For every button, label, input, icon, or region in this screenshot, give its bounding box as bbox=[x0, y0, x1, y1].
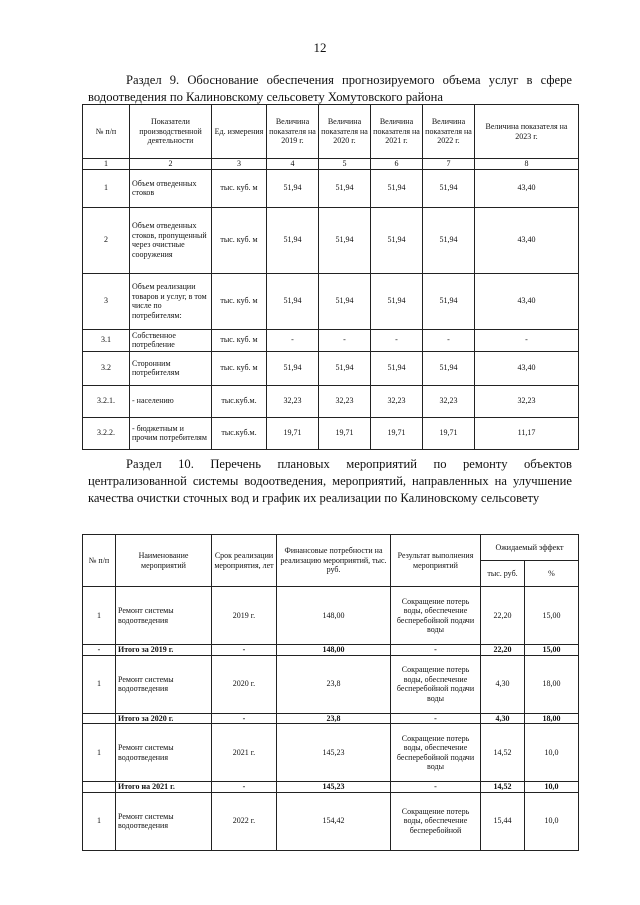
s9-column-number: 4 bbox=[267, 159, 319, 170]
s10-row-finance: 23,8 bbox=[277, 655, 391, 713]
s9-row-unit: тыс. куб. м bbox=[212, 207, 267, 273]
s10-row-effect-pct: 18,00 bbox=[525, 655, 579, 713]
table-row bbox=[83, 273, 579, 329]
s10-row-result: - bbox=[391, 713, 481, 724]
s9-column-number: 3 bbox=[212, 159, 267, 170]
section9-heading: Раздел 9. Обоснование обеспечения прогнозируемого объема услуг в сфере водоотведения по Калиновскому сельсовету Хомутовского района bbox=[88, 73, 572, 104]
s9-row-name: Объем отведенных стоков, пропущенный через очистные сооружения bbox=[130, 207, 212, 273]
table-row bbox=[83, 792, 579, 850]
s9-row-value: 51,94 bbox=[371, 169, 423, 207]
s10-header-n: № п/п bbox=[83, 535, 116, 587]
s9-header-cell: Величина показателя на 2021 г. bbox=[371, 105, 423, 159]
s10-row-name: Итого за 2019 г. bbox=[116, 645, 212, 656]
table-total-row bbox=[83, 782, 579, 793]
s10-row-effect-rub: 14,52 bbox=[481, 724, 525, 782]
s9-row-value: 43,40 bbox=[475, 207, 579, 273]
s9-header-cell: Величина показателя на 2023 г. bbox=[475, 105, 579, 159]
s10-row-finance: 148,00 bbox=[277, 587, 391, 645]
s9-column-number: 1 bbox=[83, 159, 130, 170]
s10-row-term: - bbox=[212, 782, 277, 793]
s9-row-number: 3 bbox=[83, 273, 130, 329]
s9-row-name: Собственное потребление bbox=[130, 329, 212, 351]
s9-row-value: 51,94 bbox=[267, 351, 319, 385]
s10-row-effect-pct: 15,00 bbox=[525, 587, 579, 645]
s9-row-value: 11,17 bbox=[475, 417, 579, 449]
s9-row-name: - населению bbox=[130, 385, 212, 417]
s9-column-number: 6 bbox=[371, 159, 423, 170]
s9-header-cell: Величина показателя на 2019 г. bbox=[267, 105, 319, 159]
s9-row-value: 43,40 bbox=[475, 169, 579, 207]
s10-row-result: Сокращение потерь воды, обеспечение бесперебойной подачи воды bbox=[391, 655, 481, 713]
section10-heading: Раздел 10. Перечень плановых мероприятий по ремонту объектов централизованной системы водоотведения, мероприятий, направленных на улучшение качества очистки сточных вод и график их реализации по Калиновскому сельсовету bbox=[88, 457, 572, 505]
s9-row-number: 3.2.2. bbox=[83, 417, 130, 449]
s9-row-value: 51,94 bbox=[319, 351, 371, 385]
s10-row-finance: 148,00 bbox=[277, 645, 391, 656]
s9-row-value: 19,71 bbox=[267, 417, 319, 449]
section9-table bbox=[82, 104, 579, 450]
s9-row-name: Сторонним потребителям bbox=[130, 351, 212, 385]
s9-row-number: 1 bbox=[83, 169, 130, 207]
s9-header-cell: Показатели производственной деятельности bbox=[130, 105, 212, 159]
s9-column-number: 8 bbox=[475, 159, 579, 170]
s10-row-term: 2021 г. bbox=[212, 724, 277, 782]
s10-row-effect-pct: 10,0 bbox=[525, 724, 579, 782]
s10-row-effect-rub: 4,30 bbox=[481, 713, 525, 724]
s9-row-number: 3.2 bbox=[83, 351, 130, 385]
s10-row-finance: 23,8 bbox=[277, 713, 391, 724]
s9-column-number: 7 bbox=[423, 159, 475, 170]
s10-row-result: Сокращение потерь воды, обеспечение бесперебойной bbox=[391, 792, 481, 850]
s10-row-term: 2022 г. bbox=[212, 792, 277, 850]
s9-row-value: 43,40 bbox=[475, 273, 579, 329]
s9-header-cell: Величина показателя на 2022 г. bbox=[423, 105, 475, 159]
table-row bbox=[83, 417, 579, 449]
s10-row-name: Ремонт системы водоотведения bbox=[116, 792, 212, 850]
table-row bbox=[83, 587, 579, 645]
s9-row-value: 51,94 bbox=[423, 351, 475, 385]
s10-row-number: 1 bbox=[83, 792, 116, 850]
s10-row-number: 1 bbox=[83, 655, 116, 713]
s10-row-finance: 154,42 bbox=[277, 792, 391, 850]
s9-row-unit: тыс. куб. м bbox=[212, 329, 267, 351]
s9-row-unit: тыс. куб. м bbox=[212, 169, 267, 207]
s9-row-value: 51,94 bbox=[267, 273, 319, 329]
s9-header-cell: № п/п bbox=[83, 105, 130, 159]
page-number: 12 bbox=[313, 40, 327, 55]
s10-row-finance: 145,23 bbox=[277, 782, 391, 793]
s10-row-effect-pct: 18,00 bbox=[525, 713, 579, 724]
s9-row-value: 32,23 bbox=[319, 385, 371, 417]
s10-header-result: Результат выполнения мероприятий bbox=[391, 535, 481, 587]
s10-row-term: - bbox=[212, 645, 277, 656]
s10-row-name: Итого на 2021 г. bbox=[116, 782, 212, 793]
s10-header-name: Наименование мероприятий bbox=[116, 535, 212, 587]
s9-row-value: 51,94 bbox=[267, 169, 319, 207]
table-row bbox=[83, 169, 579, 207]
s9-row-value: 51,94 bbox=[319, 169, 371, 207]
s10-row-effect-pct: 15,00 bbox=[525, 645, 579, 656]
s9-row-value: 51,94 bbox=[423, 169, 475, 207]
s9-row-value: 51,94 bbox=[319, 273, 371, 329]
s10-row-term: 2020 г. bbox=[212, 655, 277, 713]
s9-row-value: 51,94 bbox=[423, 273, 475, 329]
table-total-row bbox=[83, 645, 579, 656]
s10-row-result: - bbox=[391, 645, 481, 656]
section10-table bbox=[82, 534, 579, 851]
s9-row-unit: тыс.куб.м. bbox=[212, 385, 267, 417]
s9-row-number: 3.1 bbox=[83, 329, 130, 351]
s9-column-number: 2 bbox=[130, 159, 212, 170]
s10-row-effect-pct: 10,0 bbox=[525, 782, 579, 793]
s9-row-value: 32,23 bbox=[423, 385, 475, 417]
s9-row-value: 51,94 bbox=[319, 207, 371, 273]
table-total-row bbox=[83, 713, 579, 724]
s9-row-unit: тыс. куб. м bbox=[212, 351, 267, 385]
s9-row-value: 51,94 bbox=[371, 273, 423, 329]
s10-row-effect-pct: 10,0 bbox=[525, 792, 579, 850]
s10-row-name: Итого за 2020 г. bbox=[116, 713, 212, 724]
s9-row-value: - bbox=[475, 329, 579, 351]
s9-column-number: 5 bbox=[319, 159, 371, 170]
s10-header-effect-pct: % bbox=[525, 561, 579, 587]
s10-row-result: - bbox=[391, 782, 481, 793]
s10-row-term: - bbox=[212, 713, 277, 724]
s10-row-number bbox=[83, 713, 116, 724]
s10-row-effect-rub: 4,30 bbox=[481, 655, 525, 713]
s10-row-name: Ремонт системы водоотведения bbox=[116, 724, 212, 782]
s9-row-value: - bbox=[267, 329, 319, 351]
s10-header-term: Срок реализации мероприятия, лет bbox=[212, 535, 277, 587]
s9-row-name: Объем реализации товаров и услуг, в том числе по потребителям: bbox=[130, 273, 212, 329]
s9-row-value: 51,94 bbox=[371, 207, 423, 273]
s10-row-number: 1 bbox=[83, 724, 116, 782]
s10-row-number: 1 bbox=[83, 587, 116, 645]
s9-row-value: 19,71 bbox=[423, 417, 475, 449]
s9-header-cell: Ед. измерения bbox=[212, 105, 267, 159]
s9-row-value: - bbox=[423, 329, 475, 351]
s9-row-value: 43,40 bbox=[475, 351, 579, 385]
s9-row-name: Объем отведенных стоков bbox=[130, 169, 212, 207]
s10-row-finance: 145,23 bbox=[277, 724, 391, 782]
table-row bbox=[83, 385, 579, 417]
table-row bbox=[83, 329, 579, 351]
s9-row-value: 51,94 bbox=[423, 207, 475, 273]
s10-row-effect-rub: 22,20 bbox=[481, 645, 525, 656]
s10-header-effect-rub: тыс. руб. bbox=[481, 561, 525, 587]
s9-row-name: - бюджетным и прочим потребителям bbox=[130, 417, 212, 449]
s10-row-name: Ремонт системы водоотведения bbox=[116, 587, 212, 645]
s9-row-number: 3.2.1. bbox=[83, 385, 130, 417]
s9-row-value: 32,23 bbox=[475, 385, 579, 417]
s10-row-number: - bbox=[83, 645, 116, 656]
s10-header-effect: Ожидаемый эффект bbox=[481, 535, 579, 561]
s9-row-value: - bbox=[371, 329, 423, 351]
s10-row-name: Ремонт системы водоотведения bbox=[116, 655, 212, 713]
s9-header-cell: Величина показателя на 2020 г. bbox=[319, 105, 371, 159]
s10-row-result: Сокращение потерь воды, обеспечение бесперебойной подачи воды bbox=[391, 587, 481, 645]
s9-row-value: 32,23 bbox=[371, 385, 423, 417]
s10-row-term: 2019 г. bbox=[212, 587, 277, 645]
table-row bbox=[83, 207, 579, 273]
s9-row-value: 51,94 bbox=[371, 351, 423, 385]
s9-row-value: 19,71 bbox=[319, 417, 371, 449]
s10-row-effect-rub: 22,20 bbox=[481, 587, 525, 645]
s9-row-value: 51,94 bbox=[267, 207, 319, 273]
s9-row-unit: тыс. куб. м bbox=[212, 273, 267, 329]
s10-row-number bbox=[83, 782, 116, 793]
s9-row-value: 19,71 bbox=[371, 417, 423, 449]
s9-row-value: - bbox=[319, 329, 371, 351]
s10-row-effect-rub: 15,44 bbox=[481, 792, 525, 850]
table-row bbox=[83, 655, 579, 713]
s9-row-value: 32,23 bbox=[267, 385, 319, 417]
table-row bbox=[83, 724, 579, 782]
s9-row-number: 2 bbox=[83, 207, 130, 273]
table-row bbox=[83, 351, 579, 385]
s10-row-result: Сокращение потерь воды, обеспечение бесперебойной подачи воды bbox=[391, 724, 481, 782]
s10-row-effect-rub: 14,52 bbox=[481, 782, 525, 793]
s9-row-unit: тыс.куб.м. bbox=[212, 417, 267, 449]
s10-header-finance: Финансовые потребности на реализацию мероприятий, тыс. руб. bbox=[277, 535, 391, 587]
